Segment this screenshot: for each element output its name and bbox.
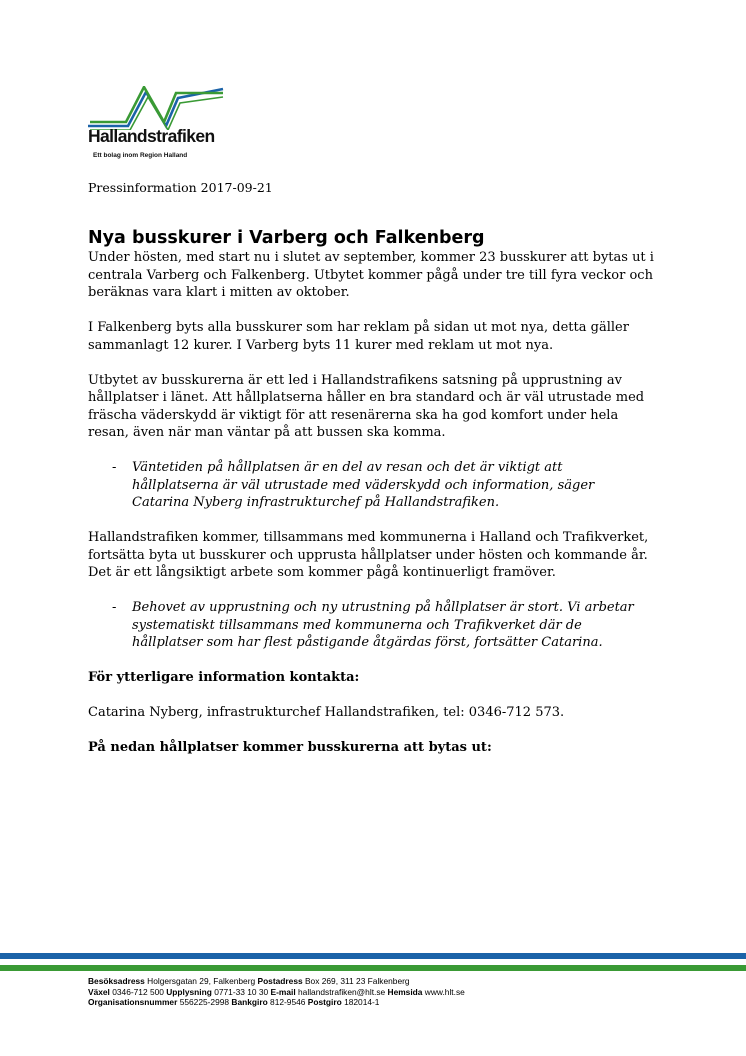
quote-block <box>88 459 658 512</box>
footer-stripe-green <box>0 965 746 971</box>
logo-wave-icon <box>88 86 228 130</box>
paragraph: I Falkenberg byts alla busskurer som har reklam på sidan ut mot nya, detta gäller sammanlagt 12 kurer. I Varberg byts 11 kurer med reklam ut mot nya. <box>88 320 629 353</box>
footer-value: 0771-33 10 30 <box>214 986 269 997</box>
press-date: Pressinformation 2017-09-21 <box>88 180 273 195</box>
logo-tagline: Ett bolag inom Region Halland <box>93 152 188 159</box>
footer-value: 812-9546 <box>270 997 306 1008</box>
footer-line-contact <box>88 987 465 998</box>
paragraph: Hallandstrafiken kommer, tillsammans med kommunerna i Halland och Trafikverket, fortsätta byta ut busskurer och upprusta hållplatser under hösten och kommande år. Det är ett långsiktigt arbete som kommer pågå kontinuerligt framöver. <box>88 530 649 580</box>
footer-label: Bankgiro <box>231 997 268 1008</box>
footer-value: Box 269, 311 23 Falkenberg <box>304 976 410 986</box>
quote-text: Väntetiden på hållplatsen är en del av resan och det är viktigt att hållplatserna är väl utrustade med väderskydd och information, säger Catarina Nyberg infrastrukturchef på Hallandstrafiken. <box>132 460 595 510</box>
footer-value: hallandstrafiken@hlt.se <box>298 986 386 997</box>
footer-label: E-mail <box>270 986 296 997</box>
footer-line-registration <box>88 997 465 1008</box>
footer-label: Besöksadress <box>88 976 145 986</box>
contact-info: Catarina Nyberg, infrastrukturchef Hallandstrafiken, tel: 0346-712 573. <box>88 705 565 720</box>
company-logo <box>88 86 228 166</box>
footer-label: Postgiro <box>307 997 342 1008</box>
footer-value: 0346-712 500 <box>112 986 164 997</box>
footer-label: Växel <box>88 986 110 997</box>
footer-value: www.hlt.se <box>424 986 465 997</box>
footer-line-addresses <box>88 976 465 987</box>
paragraph: Utbytet av busskurerna är ett led i Hallandstrafikens satsning på upprustning av hållplatser i länet. Att hållplatserna håller en bra standard och är väl utrustade med fräscha väderskydd är viktigt för att resenärerna ska ha god komfort under hela resan, även när man väntar på att bussen ska komma. <box>88 372 645 440</box>
footer-value: 556225-2998 <box>179 997 230 1008</box>
footer-value: 182014-1 <box>344 997 380 1008</box>
footer-label: Postadress <box>257 976 303 986</box>
quote-dash: - <box>112 460 117 475</box>
footer-value: Holgersgatan 29, Falkenberg <box>147 976 256 986</box>
logo-wordmark: Hallandstrafiken <box>88 126 215 146</box>
footer-info <box>88 976 465 1008</box>
footer-stripe-blue <box>0 953 746 959</box>
quote-text: Behovet av upprustning och ny utrustning på hållplatser är stort. Vi arbetar systematiskt tillsammans med kommunerna och Trafikverket där de hållplatser som har flest påstigande åtgärdas först, fortsätter Catarina. <box>132 600 634 650</box>
paragraph: Under hösten, med start nu i slutet av september, kommer 23 busskurer att bytas ut i centrala Varberg och Falkenberg. Utbytet kommer pågå under tre till fyra veckor och beräknas vara klart i mitten av oktober. <box>88 250 654 300</box>
footer-label: Upplysning <box>166 986 212 997</box>
quote-block <box>88 599 658 652</box>
contact-heading: För ytterligare information kontakta: <box>88 670 360 685</box>
article-body <box>88 227 658 774</box>
footer-label: Organisationsnummer <box>88 997 178 1008</box>
stops-heading: På nedan hållplatser kommer busskurerna att bytas ut: <box>88 740 492 755</box>
footer-label: Hemsida <box>387 986 423 997</box>
article-title: Nya busskurer i Varberg och Falkenberg <box>88 228 485 248</box>
quote-dash: - <box>112 600 117 615</box>
